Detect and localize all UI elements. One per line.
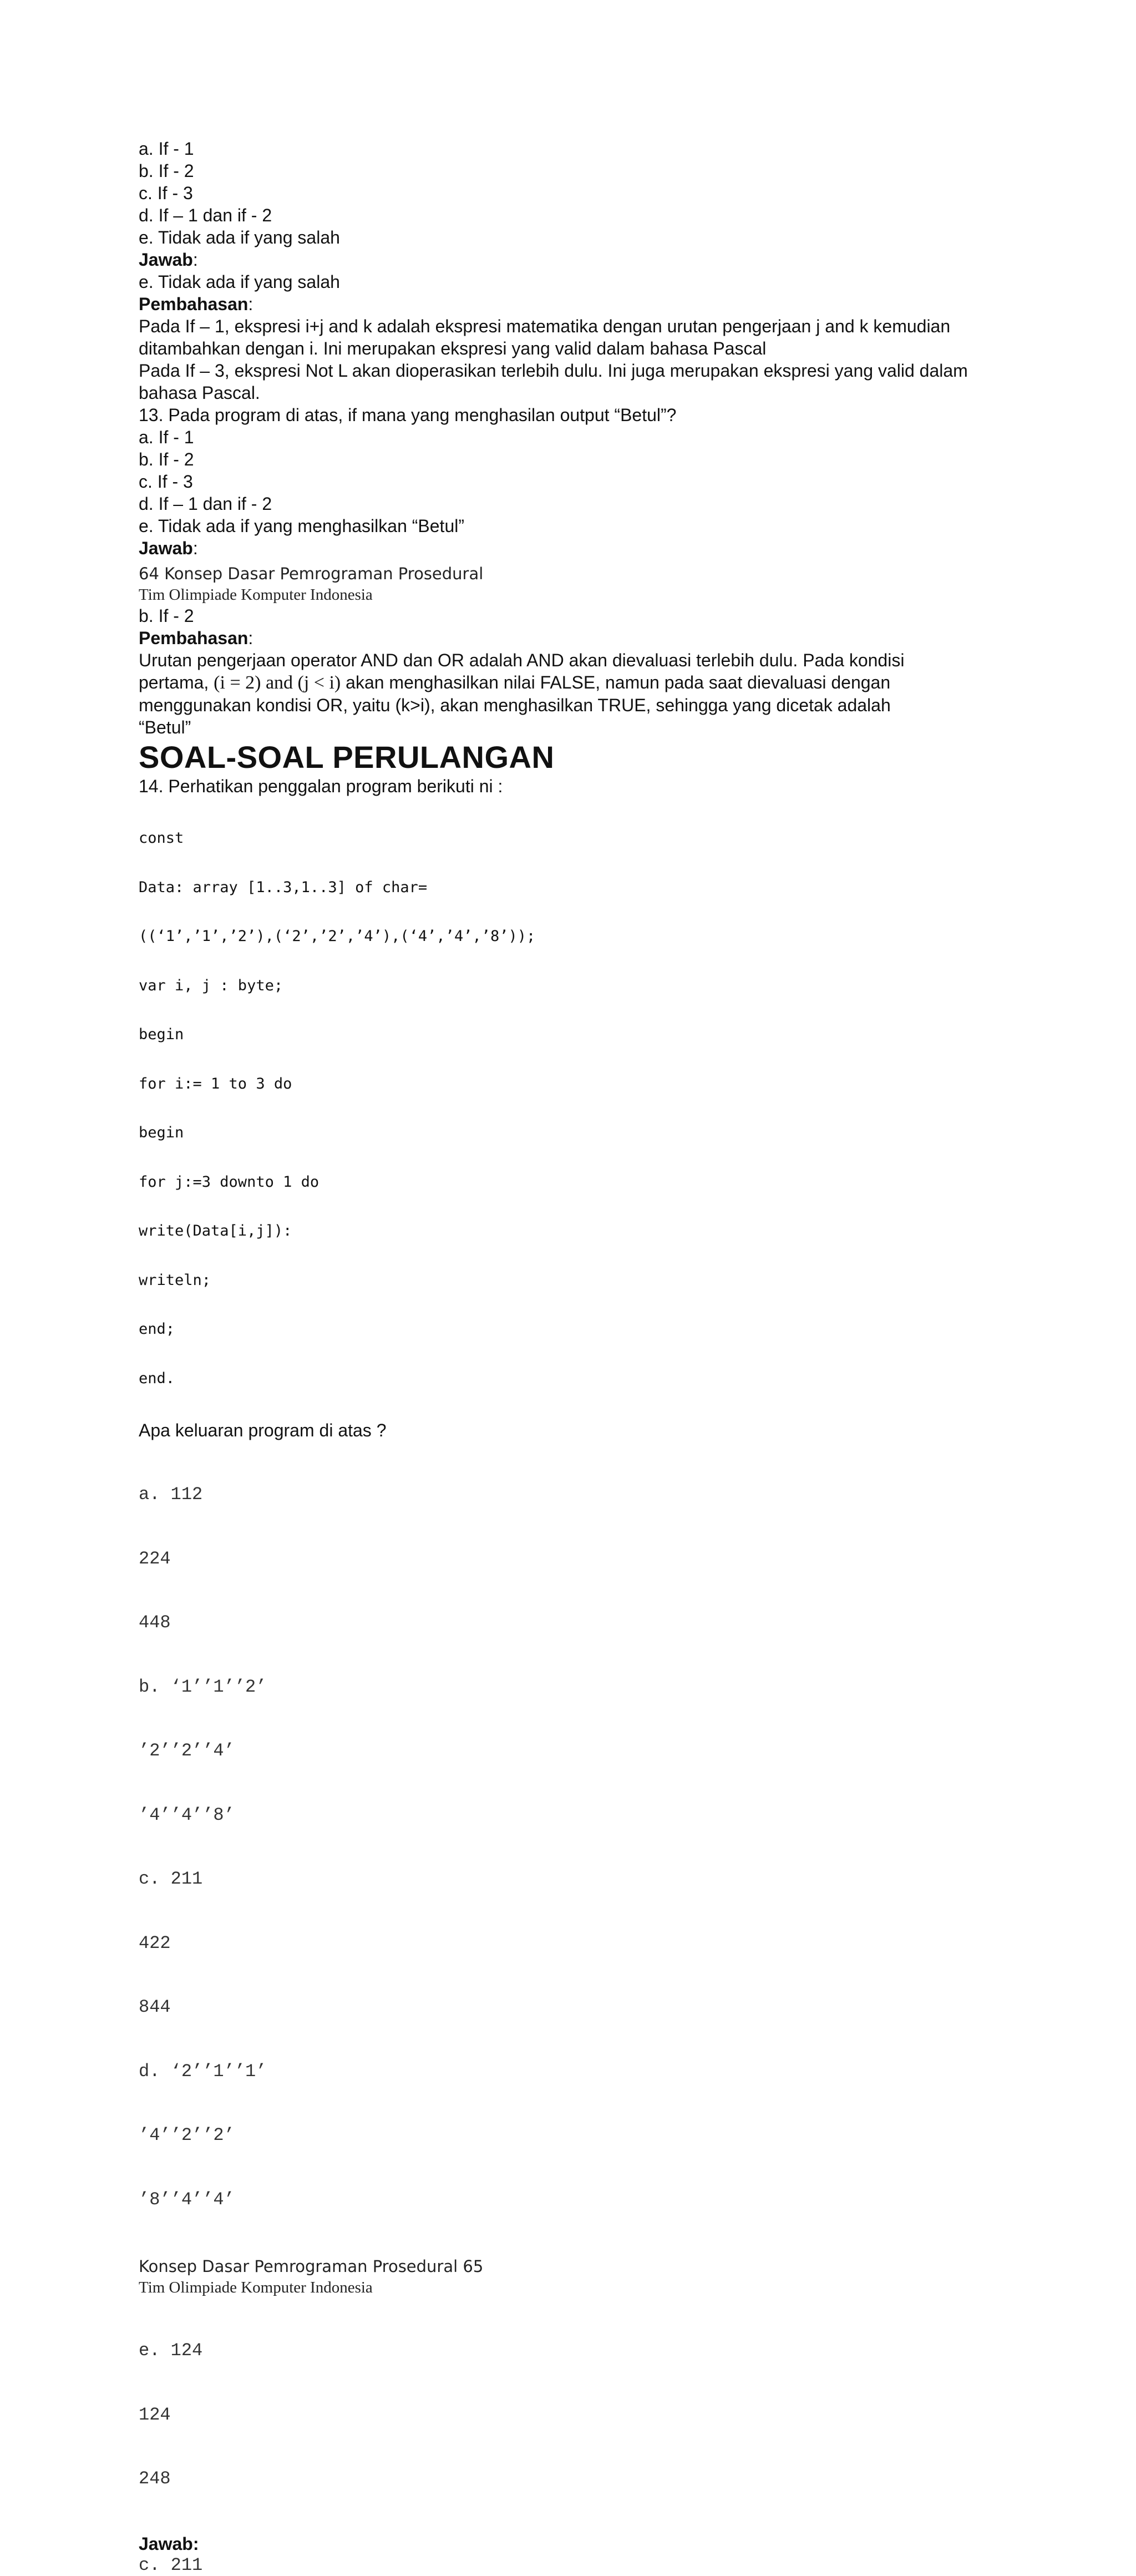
option-line: e. 124 [139, 2340, 1004, 2362]
option-line: 224 [139, 1548, 1004, 1570]
code-line: const [139, 830, 1004, 847]
option-line: c. 211 [139, 1869, 1004, 1890]
code-line: begin [139, 1125, 1004, 1141]
code-line: begin [139, 1026, 1004, 1043]
option-line: 448 [139, 1612, 1004, 1634]
q13-pembahasan-1: Urutan pengerjaan operator AND dan OR adalah AND akan dievaluasi terlebih dulu. Pada kondisi [139, 649, 1004, 671]
q12-pembahasan-2: ditambahkan dengan i. Ini merupakan ekspresi yang valid dalam bahasa Pascal [139, 337, 1004, 360]
option-line: ’2’’2’’4’ [139, 1740, 1004, 1762]
option-d: d. If – 1 dan if - 2 [139, 204, 1004, 226]
option-e: e. Tidak ada if yang salah [139, 226, 1004, 249]
q14-options [139, 1441, 1004, 2253]
code-line: for i:= 1 to 3 do [139, 1076, 1004, 1092]
option-a: a. If - 1 [139, 426, 1004, 448]
q12-jawab-label: Jawab: [139, 249, 1004, 271]
code-line: end. [139, 1370, 1004, 1387]
option-line: 844 [139, 1997, 1004, 2018]
option-e: e. Tidak ada if yang menghasilkan “Betul” [139, 515, 1004, 537]
option-line: a. 112 [139, 1484, 1004, 1506]
option-line: d. ‘2’’1’’1’ [139, 2061, 1004, 2083]
option-line: b. ‘1’’1’’2’ [139, 1677, 1004, 1698]
footer-author: Tim Olimpiade Komputer Indonesia [139, 585, 1004, 605]
option-line: ’4’’2’’2’ [139, 2125, 1004, 2147]
footer-author: Tim Olimpiade Komputer Indonesia [139, 2278, 1004, 2297]
option-b: b. If - 2 [139, 448, 1004, 470]
q12-pembahasan-label: Pembahasan: [139, 293, 1004, 315]
q12-options [139, 138, 1004, 249]
q14-answer: c. 211 [139, 2555, 1004, 2576]
option-c: c. If - 3 [139, 470, 1004, 493]
option-line: ’8’’4’’4’ [139, 2189, 1004, 2211]
q14-options-continued [139, 2297, 1004, 2533]
page-footer-65 [139, 2255, 1004, 2297]
q14-question: 14. Perhatikan penggalan program berikuti ni : [139, 775, 1004, 797]
code-line: write(Data[i,j]): [139, 1223, 1004, 1239]
option-line: ’4’’4’’8’ [139, 1805, 1004, 1826]
q14-jawab-label: Jawab: [139, 2533, 1004, 2555]
page-footer-64 [139, 563, 1004, 605]
section-heading: SOAL-SOAL PERULANGAN [139, 740, 1004, 775]
q14-code-block [139, 797, 1004, 1419]
q13-jawab-label: Jawab: [139, 537, 1004, 559]
code-line: Data: array [1..3,1..3] of char= [139, 879, 1004, 896]
document-page [139, 138, 1004, 2576]
footer-title: Konsep Dasar Pemrograman Prosedural 65 [139, 2255, 1004, 2278]
option-a: a. If - 1 [139, 138, 1004, 160]
q13-pembahasan-label: Pembahasan: [139, 627, 1004, 649]
option-line: 124 [139, 2405, 1004, 2426]
footer-title: 64 Konsep Dasar Pemrograman Prosedural [139, 563, 1004, 585]
code-line: var i, j : byte; [139, 978, 1004, 994]
q13-question: 13. Pada program di atas, if mana yang menghasilan output “Betul”? [139, 404, 1004, 426]
option-b: b. If - 2 [139, 160, 1004, 182]
option-line: 422 [139, 1933, 1004, 1955]
q12-pembahasan-3: Pada If – 3, ekspresi Not L akan dioperasikan terlebih dulu. Ini juga merupakan ekspresi yang valid dalam bahasa Pascal. [139, 360, 1004, 404]
q13-options [139, 426, 1004, 537]
q13-pembahasan-3: menggunakan kondisi OR, yaitu (k>i), akan menghasilkan TRUE, sehingga yang dicetak adalah [139, 694, 1004, 716]
option-c: c. If - 3 [139, 182, 1004, 204]
q12-pembahasan-1: Pada If – 1, ekspresi i+j and k adalah ekspresi matematika dengan urutan pengerjaan j and k kemudian [139, 315, 1004, 337]
option-d: d. If – 1 dan if - 2 [139, 493, 1004, 515]
q13-pembahasan-2: pertama, (i = 2) and (j < i) akan menghasilkan nilai FALSE, namun pada saat dievaluasi dengan [139, 671, 1004, 694]
code-line: end; [139, 1321, 1004, 1338]
q12-answer: e. Tidak ada if yang salah [139, 271, 1004, 293]
code-line: ((‘1’,’1’,’2’),(‘2’,’2’,’4’),(‘4’,’4’,’8’)); [139, 928, 1004, 945]
option-line: 248 [139, 2468, 1004, 2490]
math-expression: (i = 2) and (j < i) [214, 672, 341, 693]
q13-pembahasan-4: “Betul” [139, 716, 1004, 738]
q13-answer: b. If - 2 [139, 605, 1004, 627]
q14-prompt: Apa keluaran program di atas ? [139, 1419, 1004, 1441]
code-line: writeln; [139, 1272, 1004, 1289]
code-line: for j:=3 downto 1 do [139, 1174, 1004, 1191]
